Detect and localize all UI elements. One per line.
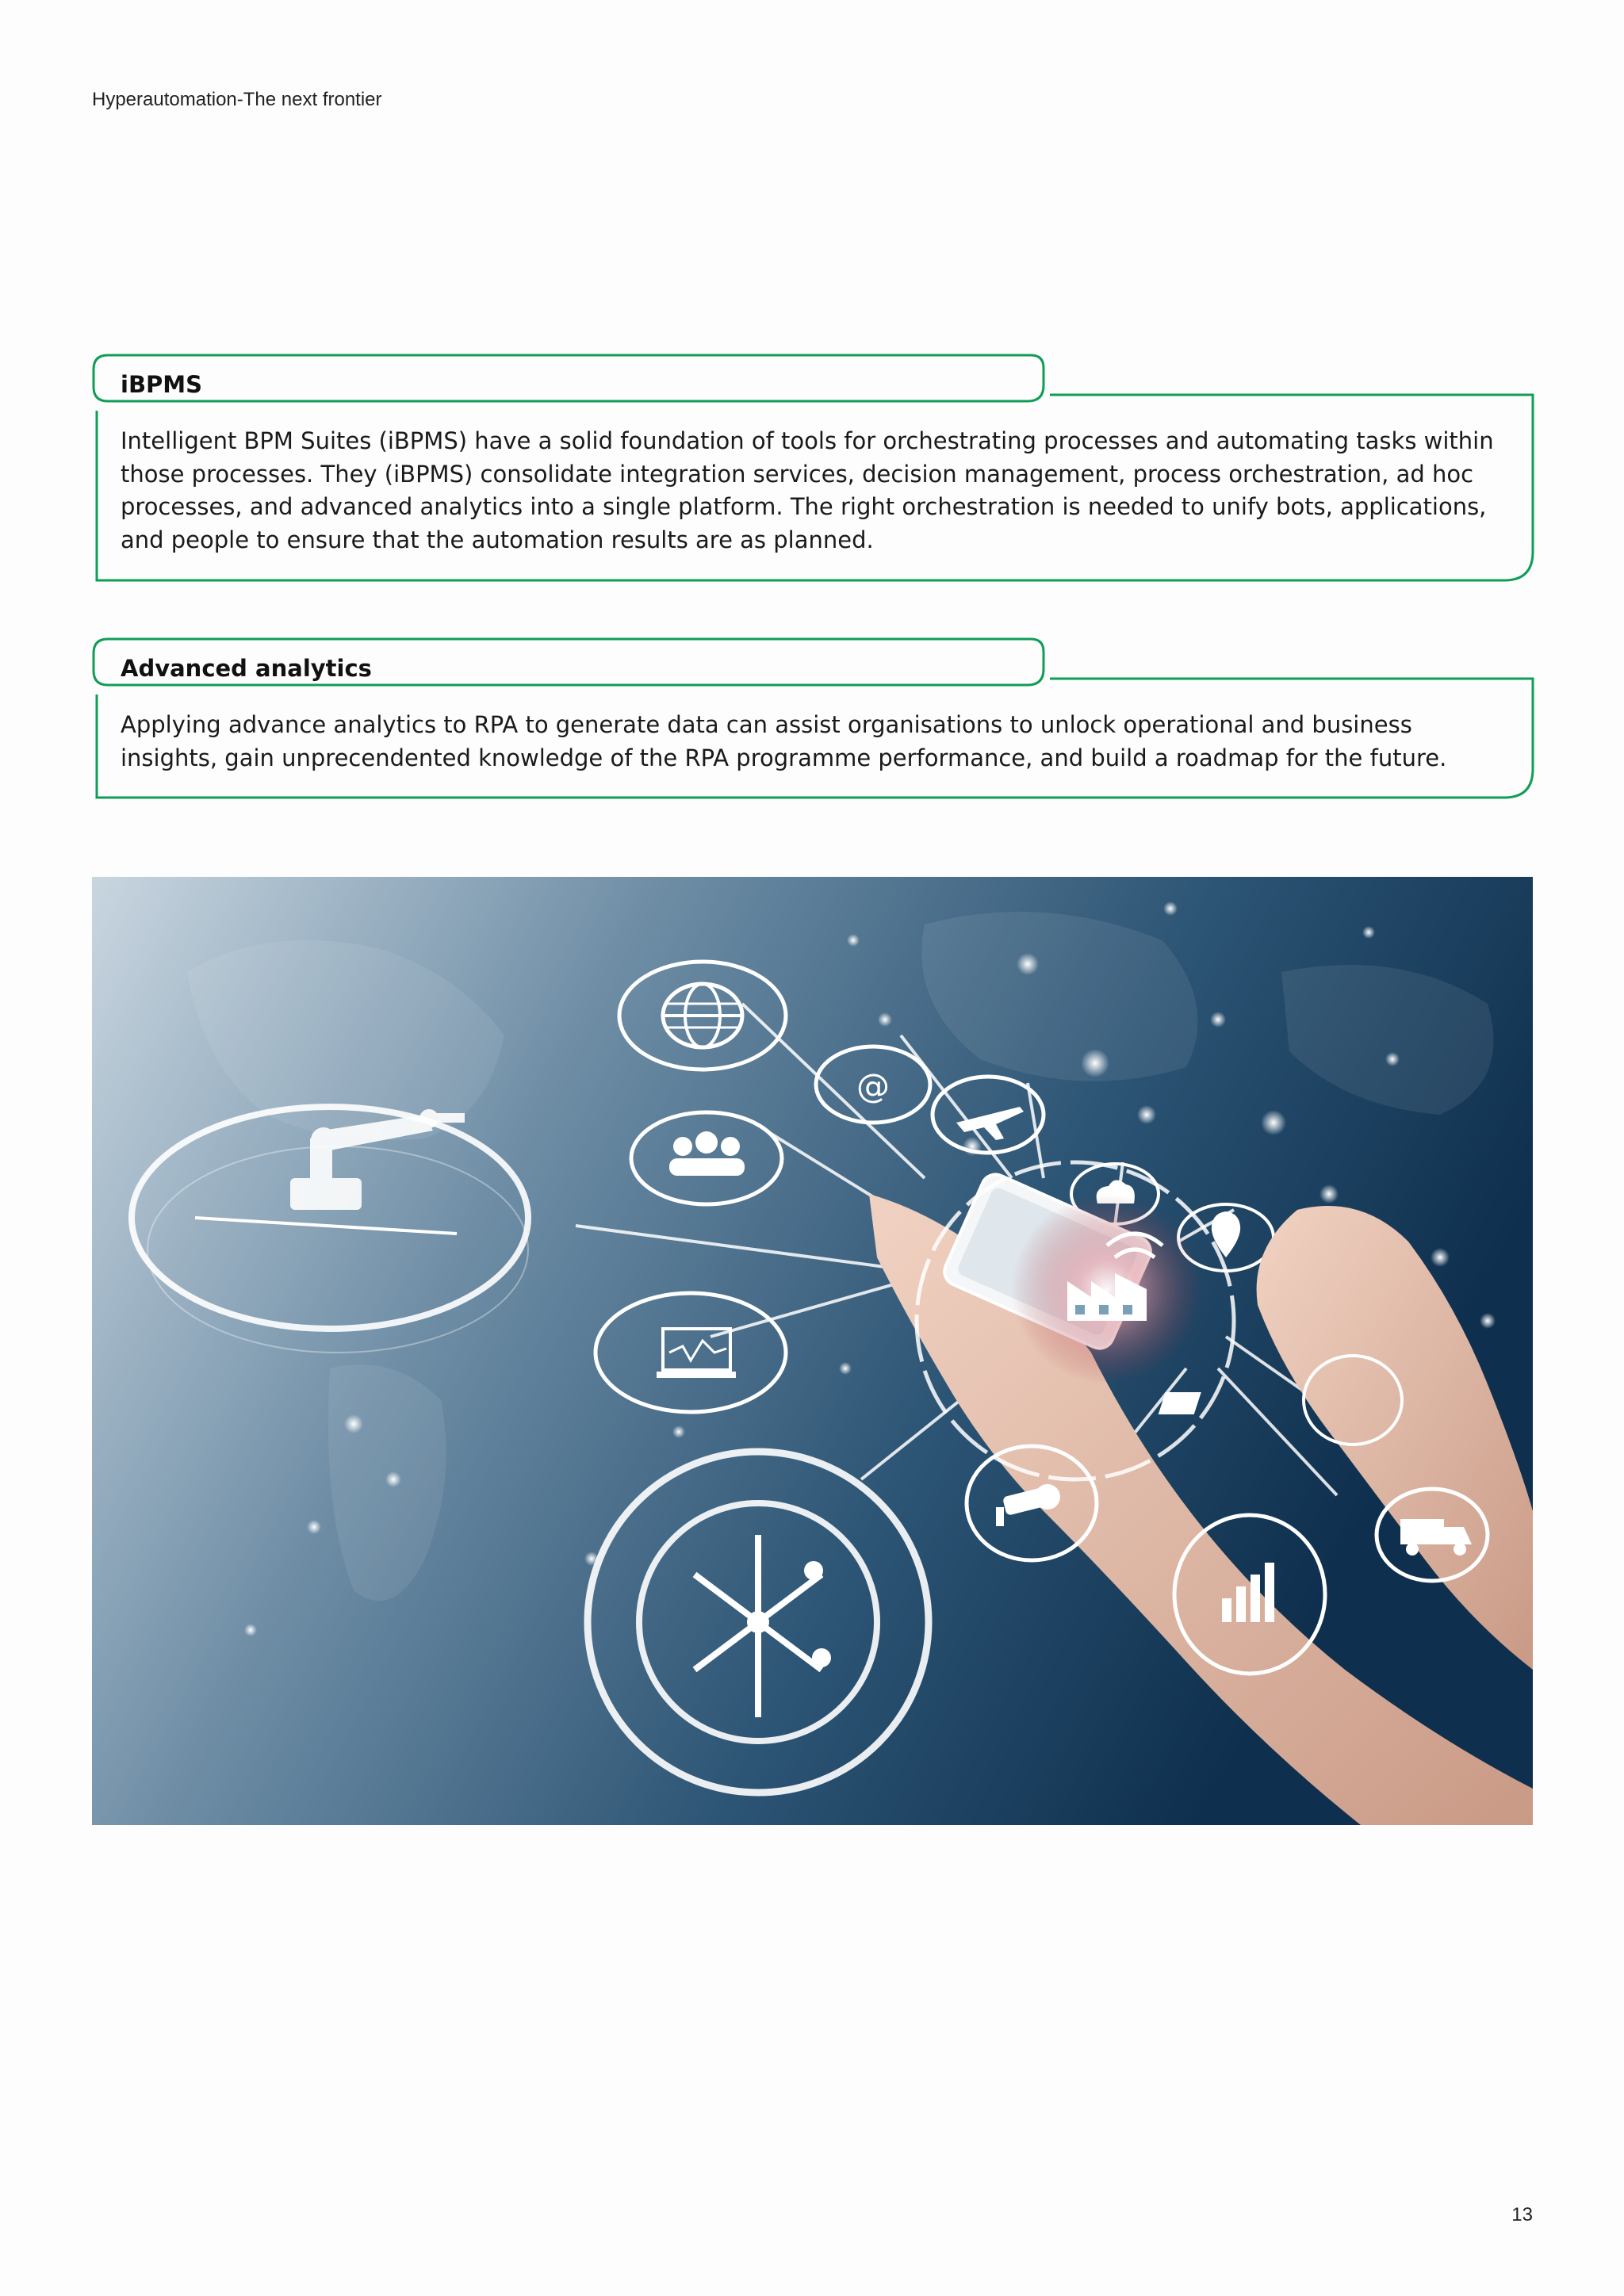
ibpms-section (92, 354, 1533, 582)
ibpms-body: Intelligent BPM Suites (iBPMS) have a solid foundation of tools for orchestrating processes and automating tasks within those processes. They (iBPMS) consolidate integration services, decision management, process orchestration, ad hoc processes, and advanced analytics into a single platform. The right orchestration is needed to unify bots, applications, and people to ensure that the automation results are as planned. (121, 427, 1494, 553)
advanced-analytics-body: Applying advance analytics to RPA to generate data can assist organisations to unlock operational and business insights, gain unprecendented knowledge of the RPA programme performance, and build a roadmap for the future. (121, 711, 1447, 771)
svg-text:@: @ (856, 1066, 890, 1105)
network-icon (588, 1452, 929, 1793)
advanced-analytics-section (92, 637, 1533, 799)
illustration-canvas (92, 877, 1533, 1825)
page-number: 13 (1511, 2204, 1533, 2225)
hyperautomation-illustration (92, 877, 1533, 1825)
ibpms-title: iBPMS (121, 371, 203, 398)
running-header: Hyperautomation-The next frontier (92, 89, 382, 110)
advanced-analytics-title: Advanced analytics (121, 655, 372, 682)
